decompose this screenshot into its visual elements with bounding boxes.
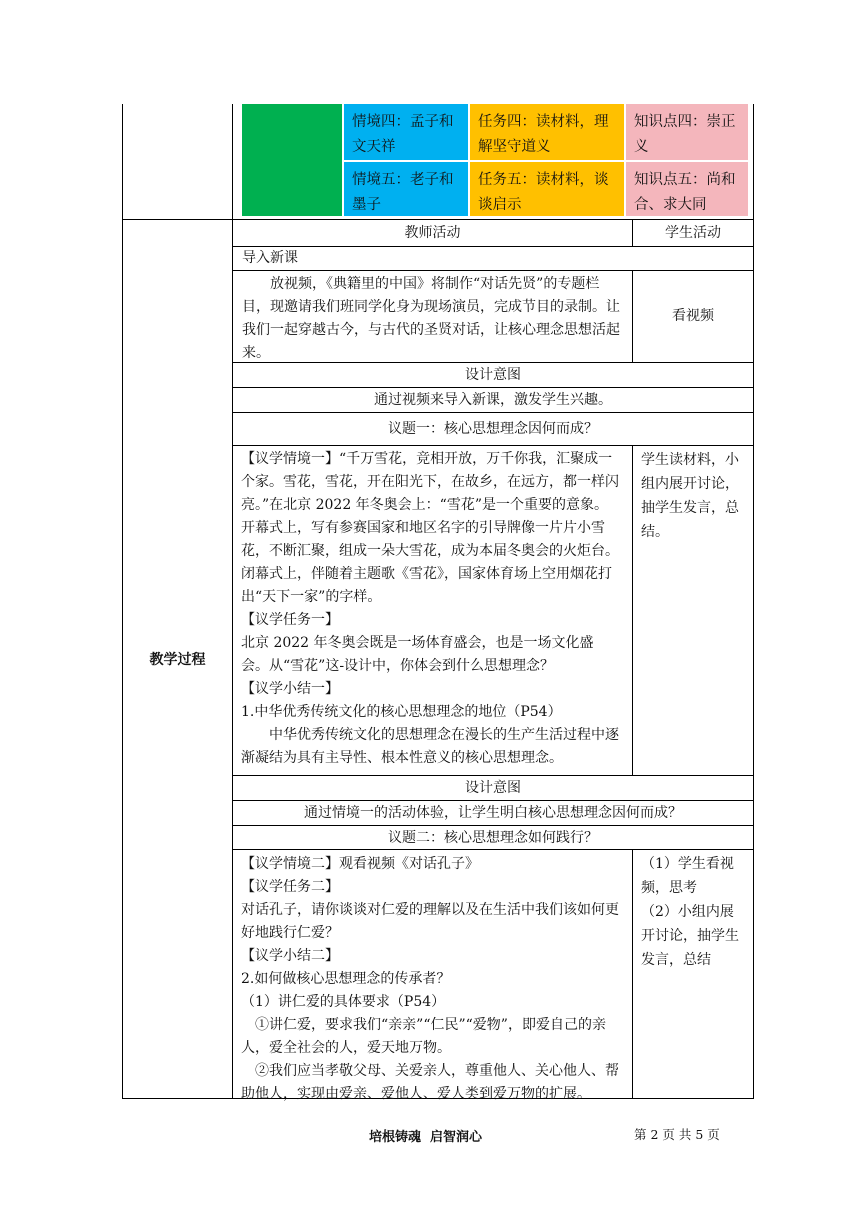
- intro-text: 放视频，《典籍里的中国》将制作“对话先贤”的专题栏目，现邀请我们班同学化身为现场演员，完成节目的录制。让我们一起穿越古今，与古代的圣贤对话，让核心理念思想活起来。: [242, 276, 620, 361]
- topic-one-task: 北京 2022 年冬奥会既是一场体育盛会，也是一场文化盛会。从“雪花”这-设计中，你体会到什么思想理念？: [241, 635, 594, 674]
- topic-one-content-cell: [233, 446, 633, 776]
- scenario-five-text: 情境五：老子和墨子: [352, 172, 454, 213]
- topic-two-title: 议题二：核心思想理念如何践行？: [388, 830, 598, 846]
- task-five-text: 任务五：读材料，谈谈启示: [478, 172, 609, 213]
- side-label-cell: [122, 220, 232, 1099]
- intro-student-text: 看视频: [672, 308, 714, 324]
- topic-two-student-one: （1）学生看视频，思考: [641, 856, 734, 896]
- design-intent-title-1: [233, 363, 753, 388]
- topic-one-student-text: 学生读材料，小组内展开讨论，抽学生发言，总结。: [641, 452, 739, 540]
- topic-two-title-row: [233, 826, 753, 850]
- topic-one-student-cell: [633, 446, 753, 776]
- topic-two-student-two: （2）小组内展开讨论，抽学生发言，总结: [641, 904, 739, 968]
- design-intent-row-1: [233, 388, 753, 413]
- topic-one-summary-text: 中华优秀传统文化的思想理念在漫长的生产生活过程中逐渐凝结为具有主导性、根本性意义的核心思想理念。: [241, 727, 619, 766]
- scenario-four-cell: [344, 104, 468, 160]
- scenario-four-text: 情境四：孟子和文天祥: [352, 114, 454, 155]
- intro-content-cell: [233, 271, 633, 363]
- topic-two-task: 对话孔子，请你谈谈对仁爱的理解以及在生活中我们该如何更好地践行仁爱？: [241, 902, 619, 941]
- design-intent-title-text-2: 设计意图: [465, 780, 521, 796]
- student-activity-label: 学生活动: [665, 225, 721, 241]
- knowledge-five-text: 知识点五：尚和合、求大同: [634, 172, 736, 213]
- green-block: [242, 104, 342, 216]
- topic-two-scenario: 【议学情境二】观看视频《对话孔子》: [241, 856, 479, 872]
- intro-student-cell: [633, 271, 753, 363]
- scenario-five-cell: [344, 162, 468, 216]
- task-four-text: 任务四：读材料，理解坚守道义: [478, 114, 609, 155]
- topic-two-question: 2.如何做核心思想理念的传承者？: [241, 971, 451, 987]
- intro-title-row: [233, 247, 753, 271]
- teacher-activity-header: [233, 220, 633, 247]
- knowledge-four-cell: [626, 104, 748, 160]
- intro-title: 导入新课: [242, 250, 298, 266]
- knowledge-five-cell: [626, 162, 748, 216]
- page-number: 第 2 页 共 5 页: [634, 1127, 720, 1142]
- topic-two-requirement: （1）讲仁爱的具体要求（P54）: [241, 994, 446, 1010]
- topic-one-summary-label: 【议学小结一】: [241, 681, 339, 697]
- footer-slogan: 培根铸魂 启智润心: [369, 1130, 483, 1145]
- topic-one-task-label: 【议学任务一】: [241, 612, 339, 628]
- teacher-activity-label: 教师活动: [404, 225, 461, 241]
- design-intent-row-2: [233, 801, 753, 826]
- topic-two-summary-label: 【议学小结二】: [241, 948, 339, 964]
- topic-two-point-two: ②我们应当孝敬父母、关爱亲人，尊重他人、关心他人、帮助他人，实现由爱亲、爱他人、爱人类到爱万物的扩展。: [241, 1063, 619, 1102]
- topic-one-title-row: [233, 413, 753, 446]
- task-four-cell: [470, 104, 624, 160]
- topic-two-point-one: ①讲仁爱，要求我们“亲亲”“仁民”“爱物”，即爱自己的亲人，爱全社会的人，爱天地万物。: [241, 1017, 606, 1056]
- topic-two-student-cell: [633, 850, 753, 1098]
- design-intent-title-2: [233, 776, 753, 801]
- design-intent-text-2: 通过情境一的活动体验，让学生明白核心思想理念因何而成？: [304, 805, 682, 821]
- side-label: 教学过程: [149, 652, 206, 668]
- design-intent-title-text-1: 设计意图: [465, 367, 521, 383]
- top-left-cell: [122, 104, 232, 220]
- topic-one-scenario: 【议学情境一】“千万雪花，竞相开放，万千你我，汇聚成一个家。雪花，雪花，开在阳光下，在故乡，在远方，都一样闪亮。”在北京 2022 年冬奥会上：“雪花”是一个重要的意象。开幕式上，写有参赛国家和地区名字的引导牌像一片片小雪花，不断汇聚，组成一朵大雪花，成为本届冬奥会的火炬台。闭幕式上，伴随着主题歌《雪花》，国家体育场上空用烟花打出“天下一家”的字样。: [241, 451, 619, 605]
- topic-one-title: 议题一：核心思想理念因何而成？: [388, 421, 598, 437]
- topic-one-summary-point: 1.中华优秀传统文化的核心思想理念的地位（P54）: [241, 704, 562, 720]
- topic-two-task-label: 【议学任务二】: [241, 879, 339, 895]
- knowledge-four-text: 知识点四：崇正义: [634, 114, 736, 155]
- task-five-cell: [470, 162, 624, 216]
- student-activity-header: [633, 220, 753, 247]
- topic-two-content-cell: [233, 850, 633, 1102]
- design-intent-text-1: 通过视频来导入新课，激发学生兴趣。: [374, 392, 612, 408]
